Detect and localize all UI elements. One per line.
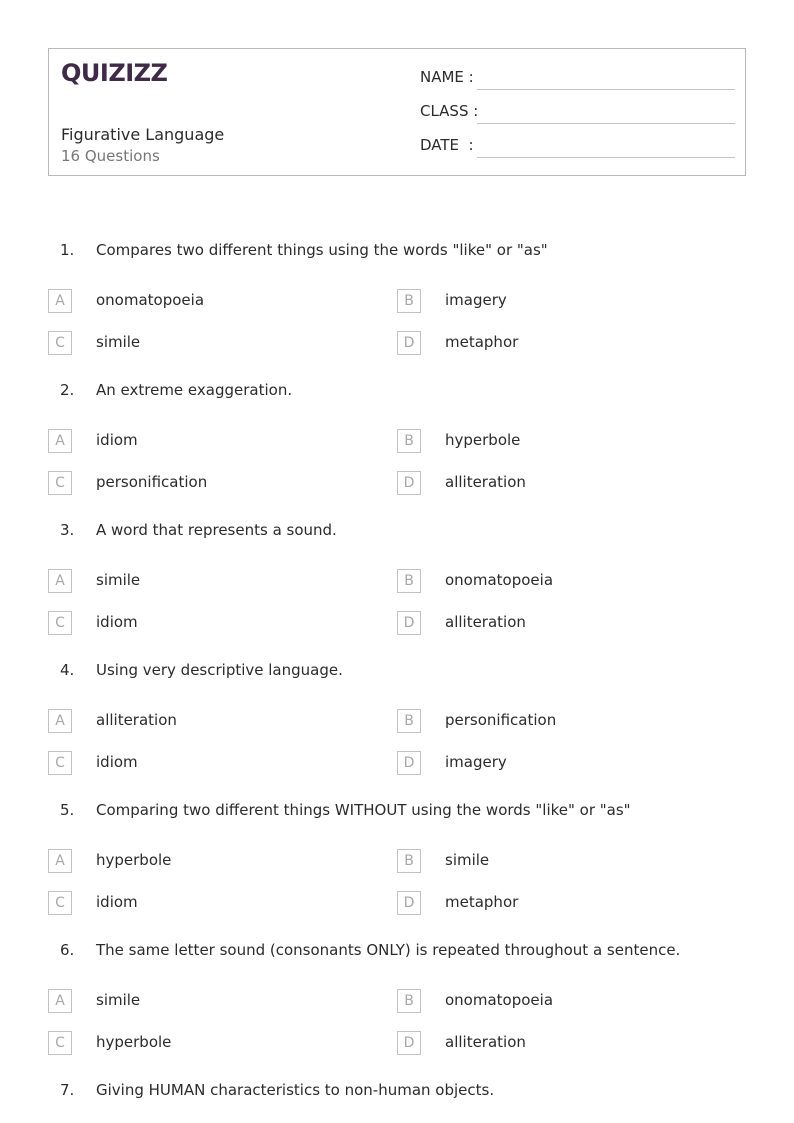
option-letter-box[interactable]: D bbox=[397, 891, 421, 915]
option-letter-box[interactable]: B bbox=[397, 849, 421, 873]
option-letter-box[interactable]: A bbox=[48, 429, 72, 453]
date-line bbox=[477, 157, 735, 158]
option-text: alliteration bbox=[96, 711, 177, 729]
question-number: 3. bbox=[60, 521, 75, 539]
option-text: imagery bbox=[445, 291, 507, 309]
option-text: alliteration bbox=[445, 1033, 526, 1051]
question-text: The same letter sound (consonants ONLY) is repeated throughout a sentence. bbox=[96, 941, 681, 959]
question-number: 6. bbox=[60, 941, 75, 959]
option-letter-box[interactable]: A bbox=[48, 849, 72, 873]
option-letter-box[interactable]: D bbox=[397, 331, 421, 355]
option-text: simile bbox=[445, 851, 490, 869]
option-text: simile bbox=[96, 333, 141, 351]
option-text: idiom bbox=[96, 753, 138, 771]
question-number: 5. bbox=[60, 801, 75, 819]
option-letter-box[interactable]: B bbox=[397, 989, 421, 1013]
option-text: alliteration bbox=[445, 473, 526, 491]
name-field[interactable] bbox=[420, 68, 735, 90]
option-letter-box[interactable]: B bbox=[397, 709, 421, 733]
option-letter-box[interactable]: C bbox=[48, 891, 72, 915]
option-letter-box[interactable]: B bbox=[397, 429, 421, 453]
option-text: personification bbox=[96, 473, 208, 491]
option-letter-box[interactable]: A bbox=[48, 989, 72, 1013]
option-text: imagery bbox=[445, 753, 507, 771]
option-letter-box[interactable]: D bbox=[397, 611, 421, 635]
name-label: NAME : bbox=[420, 68, 474, 86]
option-text: hyperbole bbox=[445, 431, 521, 449]
question-count: 16 Questions bbox=[61, 147, 160, 165]
question-number: 1. bbox=[60, 241, 75, 259]
option-letter-box[interactable]: D bbox=[397, 751, 421, 775]
date-field[interactable] bbox=[420, 136, 735, 158]
worksheet-title: Figurative Language bbox=[61, 125, 225, 144]
option-text: metaphor bbox=[445, 333, 519, 351]
option-text: idiom bbox=[96, 893, 138, 911]
option-text: hyperbole bbox=[96, 851, 172, 869]
worksheet-header bbox=[48, 48, 746, 176]
option-text: idiom bbox=[96, 431, 138, 449]
class-label: CLASS : bbox=[420, 102, 479, 120]
option-letter-box[interactable]: D bbox=[397, 1031, 421, 1055]
option-text: onomatopoeia bbox=[445, 991, 554, 1009]
question-text: Giving HUMAN characteristics to non-human objects. bbox=[96, 1081, 495, 1099]
date-label: DATE : bbox=[420, 136, 474, 154]
name-line bbox=[477, 89, 735, 90]
option-text: onomatopoeia bbox=[96, 291, 205, 309]
option-letter-box[interactable]: C bbox=[48, 331, 72, 355]
option-letter-box[interactable]: A bbox=[48, 709, 72, 733]
question-number: 7. bbox=[60, 1081, 75, 1099]
option-text: personification bbox=[445, 711, 557, 729]
option-text: simile bbox=[96, 571, 141, 589]
option-text: idiom bbox=[96, 613, 138, 631]
option-letter-box[interactable]: C bbox=[48, 471, 72, 495]
option-letter-box[interactable]: C bbox=[48, 611, 72, 635]
option-letter-box[interactable]: A bbox=[48, 289, 72, 313]
quizizz-logo: QUIZIZZ bbox=[61, 59, 168, 87]
question-number: 4. bbox=[60, 661, 75, 679]
option-letter-box[interactable]: D bbox=[397, 471, 421, 495]
option-letter-box[interactable]: B bbox=[397, 289, 421, 313]
option-letter-box[interactable]: C bbox=[48, 1031, 72, 1055]
question-text: Comparing two different things WITHOUT using the words "like" or "as" bbox=[96, 801, 631, 819]
option-text: onomatopoeia bbox=[445, 571, 554, 589]
option-letter-box[interactable]: C bbox=[48, 751, 72, 775]
question-text: Using very descriptive language. bbox=[96, 661, 343, 679]
option-letter-box[interactable]: B bbox=[397, 569, 421, 593]
option-text: simile bbox=[96, 991, 141, 1009]
question-text: Compares two different things using the words "like" or "as" bbox=[96, 241, 548, 259]
class-line bbox=[477, 123, 735, 124]
question-number: 2. bbox=[60, 381, 75, 399]
question-text: A word that represents a sound. bbox=[96, 521, 337, 539]
option-text: metaphor bbox=[445, 893, 519, 911]
class-field[interactable] bbox=[420, 102, 735, 124]
option-letter-box[interactable]: A bbox=[48, 569, 72, 593]
option-text: hyperbole bbox=[96, 1033, 172, 1051]
option-text: alliteration bbox=[445, 613, 526, 631]
question-text: An extreme exaggeration. bbox=[96, 381, 293, 399]
